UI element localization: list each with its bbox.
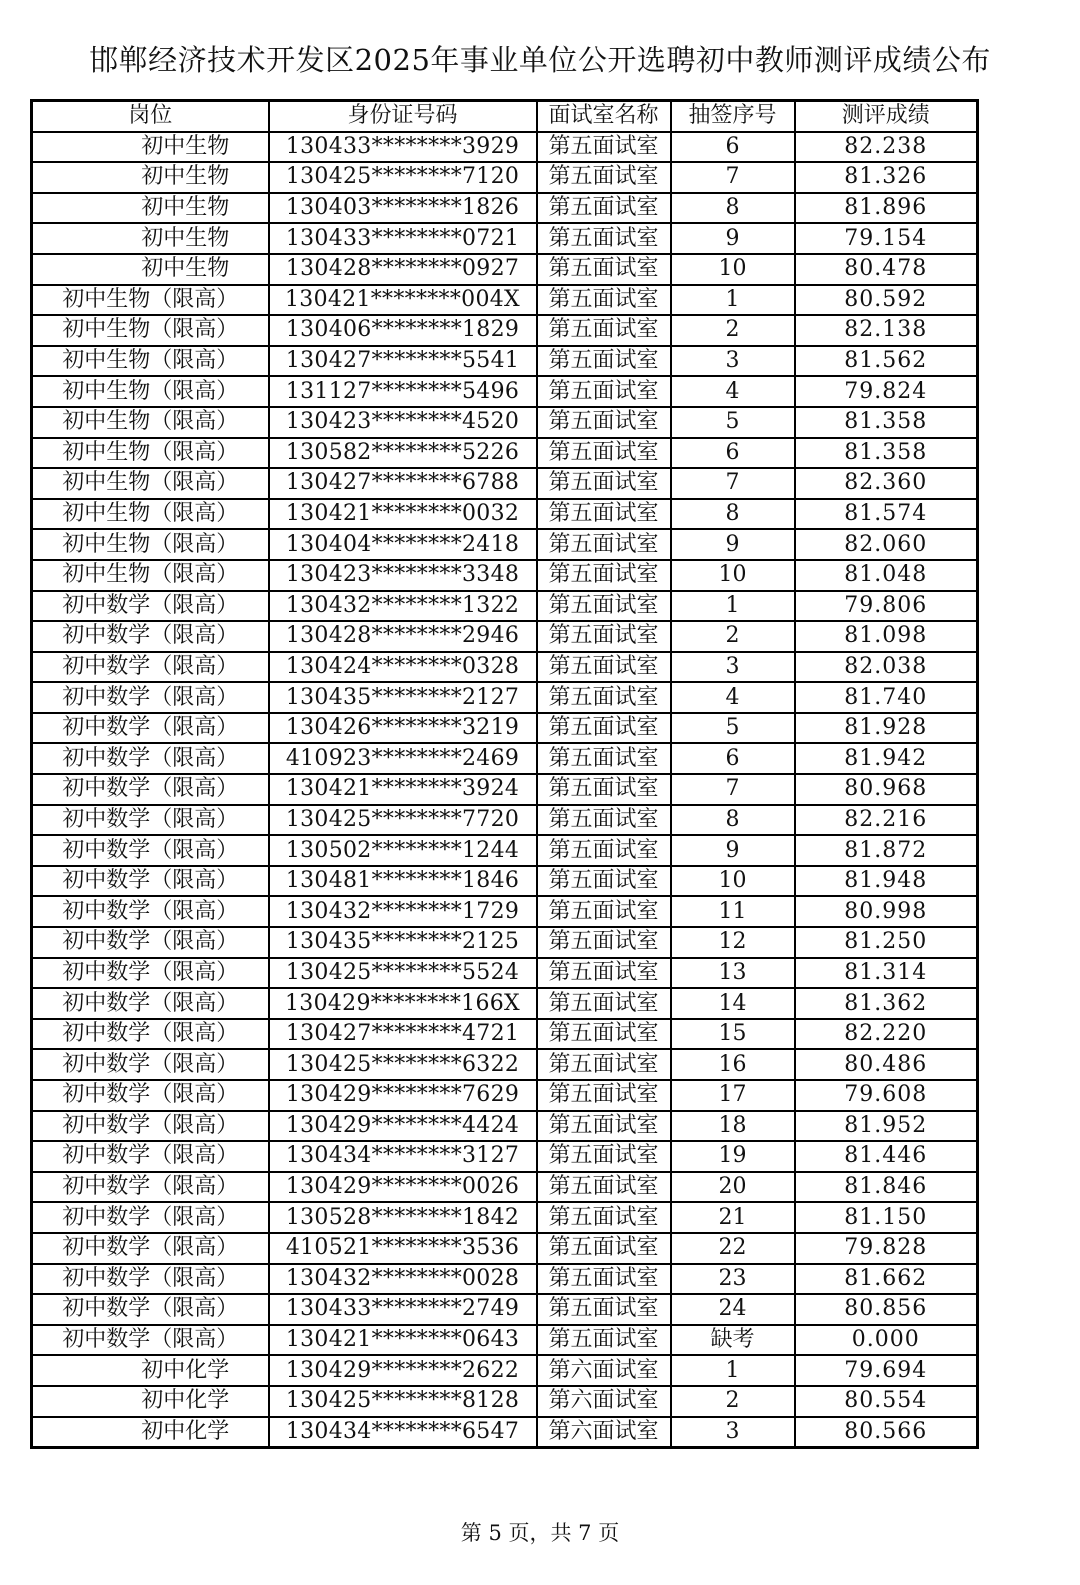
cell-id-number: 130433********0721: [269, 223, 537, 254]
cell-room: 第五面试室: [537, 529, 671, 560]
header-room: 面试室名称: [537, 101, 671, 132]
table-row: [32, 1264, 978, 1295]
cell-draw-number: 6: [671, 743, 795, 774]
cell-score: 81.928: [795, 713, 978, 744]
cell-post: 初中数学（限高）: [32, 927, 269, 958]
cell-room: 第五面试室: [537, 713, 671, 744]
cell-draw-number: 24: [671, 1294, 795, 1325]
cell-score: 81.150: [795, 1202, 978, 1233]
cell-draw-number: 2: [671, 621, 795, 652]
table-row: [32, 1202, 978, 1233]
cell-draw-number: 19: [671, 1141, 795, 1172]
cell-draw-number: 4: [671, 376, 795, 407]
cell-draw-number: 4: [671, 682, 795, 713]
cell-id-number: 130435********2127: [269, 682, 537, 713]
cell-draw-number: 1: [671, 1355, 795, 1386]
table-body: [32, 132, 978, 1448]
cell-id-number: 130425********7720: [269, 805, 537, 836]
cell-post: 初中数学（限高）: [32, 866, 269, 897]
cell-id-number: 130502********1244: [269, 835, 537, 866]
cell-score: 82.220: [795, 1019, 978, 1050]
cell-id-number: 130428********0927: [269, 254, 537, 285]
cell-post: 初中生物（限高）: [32, 560, 269, 591]
cell-draw-number: 2: [671, 1386, 795, 1417]
cell-room: 第五面试室: [537, 896, 671, 927]
cell-room: 第五面试室: [537, 1325, 671, 1356]
table-row: [32, 438, 978, 469]
cell-post: 初中数学（限高）: [32, 1325, 269, 1356]
cell-id-number: 130427********4721: [269, 1019, 537, 1050]
cell-id-number: 130421********0032: [269, 499, 537, 530]
table-row: [32, 315, 978, 346]
cell-room: 第六面试室: [537, 1417, 671, 1448]
cell-post: 初中生物（限高）: [32, 376, 269, 407]
cell-id-number: 130426********3219: [269, 713, 537, 744]
cell-room: 第五面试室: [537, 652, 671, 683]
cell-room: 第五面试室: [537, 560, 671, 591]
cell-room: 第五面试室: [537, 132, 671, 163]
table-row: [32, 743, 978, 774]
cell-id-number: 130406********1829: [269, 315, 537, 346]
cell-room: 第五面试室: [537, 1049, 671, 1080]
cell-draw-number: 16: [671, 1049, 795, 1080]
table-row: [32, 529, 978, 560]
cell-post: 初中数学（限高）: [32, 621, 269, 652]
cell-score: 81.942: [795, 743, 978, 774]
cell-draw-number: 8: [671, 193, 795, 224]
cell-room: 第五面试室: [537, 346, 671, 377]
table-row: [32, 346, 978, 377]
cell-id-number: 130403********1826: [269, 193, 537, 224]
cell-room: 第五面试室: [537, 805, 671, 836]
table-row: [32, 254, 978, 285]
cell-score: 81.098: [795, 621, 978, 652]
cell-id-number: 410521********3536: [269, 1233, 537, 1264]
cell-draw-number: 18: [671, 1111, 795, 1142]
cell-room: 第五面试室: [537, 591, 671, 622]
cell-score: 80.478: [795, 254, 978, 285]
table-row: [32, 774, 978, 805]
cell-room: 第五面试室: [537, 835, 671, 866]
cell-draw-number: 9: [671, 529, 795, 560]
cell-room: 第五面试室: [537, 1080, 671, 1111]
table-row: [32, 285, 978, 316]
table-row: [32, 1417, 978, 1448]
cell-id-number: 130421********0643: [269, 1325, 537, 1356]
cell-score: 82.038: [795, 652, 978, 683]
table-row: [32, 407, 978, 438]
cell-post: 初中数学（限高）: [32, 1019, 269, 1050]
cell-score: 81.740: [795, 682, 978, 713]
cell-id-number: 130432********1322: [269, 591, 537, 622]
cell-score: 79.824: [795, 376, 978, 407]
cell-score: 81.562: [795, 346, 978, 377]
cell-post: 初中数学（限高）: [32, 1049, 269, 1080]
cell-room: 第六面试室: [537, 1355, 671, 1386]
cell-draw-number: 5: [671, 713, 795, 744]
cell-score: 80.592: [795, 285, 978, 316]
table-row: [32, 927, 978, 958]
cell-post: 初中生物（限高）: [32, 499, 269, 530]
cell-post: 初中生物: [32, 132, 269, 163]
table-row: [32, 499, 978, 530]
cell-draw-number: 7: [671, 774, 795, 805]
cell-post: 初中化学: [32, 1386, 269, 1417]
cell-draw-number: 10: [671, 254, 795, 285]
cell-room: 第五面试室: [537, 1202, 671, 1233]
cell-post: 初中数学（限高）: [32, 805, 269, 836]
cell-draw-number: 23: [671, 1264, 795, 1295]
cell-draw-number: 7: [671, 162, 795, 193]
cell-room: 第五面试室: [537, 499, 671, 530]
cell-score: 79.608: [795, 1080, 978, 1111]
cell-score: 80.856: [795, 1294, 978, 1325]
cell-score: 81.326: [795, 162, 978, 193]
cell-id-number: 130432********0028: [269, 1264, 537, 1295]
cell-post: 初中数学（限高）: [32, 1294, 269, 1325]
cell-id-number: 130427********6788: [269, 468, 537, 499]
cell-score: 81.896: [795, 193, 978, 224]
cell-score: 80.486: [795, 1049, 978, 1080]
cell-room: 第五面试室: [537, 682, 671, 713]
cell-post: 初中数学（限高）: [32, 958, 269, 989]
table-row: [32, 805, 978, 836]
cell-post: 初中数学（限高）: [32, 652, 269, 683]
cell-post: 初中数学（限高）: [32, 682, 269, 713]
cell-post: 初中数学（限高）: [32, 988, 269, 1019]
cell-score: 80.554: [795, 1386, 978, 1417]
cell-post: 初中生物（限高）: [32, 468, 269, 499]
page-number: 第 5 页，共 7 页: [460, 1521, 620, 1545]
header-id-number: 身份证号码: [269, 101, 537, 132]
header-draw-number: 抽签序号: [671, 101, 795, 132]
cell-room: 第五面试室: [537, 407, 671, 438]
cell-id-number: 130429********166X: [269, 988, 537, 1019]
cell-room: 第五面试室: [537, 927, 671, 958]
cell-score: 79.806: [795, 591, 978, 622]
table-row: [32, 1355, 978, 1386]
table-row: [32, 896, 978, 927]
cell-post: 初中生物（限高）: [32, 315, 269, 346]
cell-score: 81.048: [795, 560, 978, 591]
cell-id-number: 130435********2125: [269, 927, 537, 958]
table-row: [32, 1386, 978, 1417]
cell-draw-number: 6: [671, 438, 795, 469]
table-row: [32, 468, 978, 499]
cell-post: 初中化学: [32, 1417, 269, 1448]
cell-room: 第五面试室: [537, 254, 671, 285]
table-row: [32, 1141, 978, 1172]
cell-draw-number: 21: [671, 1202, 795, 1233]
table-row: [32, 1233, 978, 1264]
cell-id-number: 130429********4424: [269, 1111, 537, 1142]
table-row: [32, 1080, 978, 1111]
table-header: [32, 101, 978, 132]
cell-score: 82.216: [795, 805, 978, 836]
cell-post: 初中数学（限高）: [32, 591, 269, 622]
cell-post: 初中生物（限高）: [32, 407, 269, 438]
table-row: [32, 1325, 978, 1356]
cell-draw-number: 7: [671, 468, 795, 499]
cell-room: 第五面试室: [537, 743, 671, 774]
cell-id-number: 130423********3348: [269, 560, 537, 591]
cell-room: 第五面试室: [537, 438, 671, 469]
cell-score: 81.358: [795, 407, 978, 438]
cell-draw-number: 10: [671, 560, 795, 591]
cell-id-number: 130428********2946: [269, 621, 537, 652]
cell-score: 81.446: [795, 1141, 978, 1172]
cell-post: 初中数学（限高）: [32, 896, 269, 927]
cell-score: 81.362: [795, 988, 978, 1019]
cell-score: 81.952: [795, 1111, 978, 1142]
cell-post: 初中生物（限高）: [32, 285, 269, 316]
cell-id-number: 130404********2418: [269, 529, 537, 560]
table-row: [32, 713, 978, 744]
cell-score: 81.662: [795, 1264, 978, 1295]
cell-draw-number: 20: [671, 1172, 795, 1203]
cell-draw-number: 8: [671, 499, 795, 530]
cell-room: 第五面试室: [537, 866, 671, 897]
cell-draw-number: 13: [671, 958, 795, 989]
cell-room: 第五面试室: [537, 1294, 671, 1325]
scores-table: [30, 99, 979, 1449]
cell-draw-number: 1: [671, 591, 795, 622]
table-row: [32, 560, 978, 591]
cell-score: 80.998: [795, 896, 978, 927]
cell-draw-number: 14: [671, 988, 795, 1019]
cell-post: 初中数学（限高）: [32, 1233, 269, 1264]
cell-draw-number: 缺考: [671, 1325, 795, 1356]
cell-id-number: 410923********2469: [269, 743, 537, 774]
cell-draw-number: 12: [671, 927, 795, 958]
cell-draw-number: 3: [671, 1417, 795, 1448]
cell-id-number: 130427********5541: [269, 346, 537, 377]
cell-room: 第五面试室: [537, 223, 671, 254]
cell-post: 初中生物（限高）: [32, 346, 269, 377]
cell-post: 初中数学（限高）: [32, 1111, 269, 1142]
table-row: [32, 223, 978, 254]
cell-id-number: 130528********1842: [269, 1202, 537, 1233]
cell-score: 81.314: [795, 958, 978, 989]
cell-id-number: 130425********6322: [269, 1049, 537, 1080]
table-row: [32, 376, 978, 407]
cell-score: 81.358: [795, 438, 978, 469]
cell-post: 初中数学（限高）: [32, 835, 269, 866]
cell-id-number: 130425********8128: [269, 1386, 537, 1417]
cell-id-number: 130421********3924: [269, 774, 537, 805]
cell-post: 初中数学（限高）: [32, 743, 269, 774]
cell-score: 81.948: [795, 866, 978, 897]
cell-id-number: 131127********5496: [269, 376, 537, 407]
cell-score: 82.138: [795, 315, 978, 346]
cell-id-number: 130582********5226: [269, 438, 537, 469]
cell-room: 第五面试室: [537, 162, 671, 193]
cell-room: 第五面试室: [537, 958, 671, 989]
table-row: [32, 591, 978, 622]
cell-draw-number: 10: [671, 866, 795, 897]
cell-id-number: 130433********3929: [269, 132, 537, 163]
cell-room: 第五面试室: [537, 1111, 671, 1142]
header-row: [32, 101, 978, 132]
cell-room: 第五面试室: [537, 376, 671, 407]
cell-id-number: 130429********0026: [269, 1172, 537, 1203]
cell-score: 82.360: [795, 468, 978, 499]
cell-id-number: 130429********2622: [269, 1355, 537, 1386]
cell-score: 79.828: [795, 1233, 978, 1264]
cell-room: 第五面试室: [537, 193, 671, 224]
cell-draw-number: 3: [671, 652, 795, 683]
cell-draw-number: 2: [671, 315, 795, 346]
table-row: [32, 835, 978, 866]
page-title: 邯郸经济技术开发区2025年事业单位公开选聘初中教师测评成绩公布: [89, 43, 991, 77]
cell-id-number: 130425********7120: [269, 162, 537, 193]
cell-room: 第五面试室: [537, 774, 671, 805]
cell-score: 80.968: [795, 774, 978, 805]
cell-room: 第五面试室: [537, 1264, 671, 1295]
cell-post: 初中数学（限高）: [32, 1172, 269, 1203]
cell-post: 初中数学（限高）: [32, 1080, 269, 1111]
cell-score: 81.250: [795, 927, 978, 958]
cell-post: 初中生物: [32, 162, 269, 193]
table-row: [32, 162, 978, 193]
cell-score: 81.872: [795, 835, 978, 866]
cell-draw-number: 1: [671, 285, 795, 316]
cell-draw-number: 17: [671, 1080, 795, 1111]
cell-score: 82.060: [795, 529, 978, 560]
cell-draw-number: 15: [671, 1019, 795, 1050]
table-row: [32, 652, 978, 683]
cell-score: 81.846: [795, 1172, 978, 1203]
cell-id-number: 130424********0328: [269, 652, 537, 683]
cell-score: 0.000: [795, 1325, 978, 1356]
cell-id-number: 130434********6547: [269, 1417, 537, 1448]
cell-score: 82.238: [795, 132, 978, 163]
cell-room: 第五面试室: [537, 988, 671, 1019]
cell-draw-number: 22: [671, 1233, 795, 1264]
header-post: 岗位: [32, 101, 269, 132]
table-row: [32, 132, 978, 163]
cell-score: 80.566: [795, 1417, 978, 1448]
table-row: [32, 1049, 978, 1080]
table-row: [32, 988, 978, 1019]
cell-draw-number: 5: [671, 407, 795, 438]
cell-room: 第五面试室: [537, 285, 671, 316]
cell-score: 79.694: [795, 1355, 978, 1386]
cell-room: 第五面试室: [537, 468, 671, 499]
cell-id-number: 130434********3127: [269, 1141, 537, 1172]
cell-room: 第五面试室: [537, 315, 671, 346]
cell-draw-number: 9: [671, 223, 795, 254]
cell-post: 初中生物（限高）: [32, 529, 269, 560]
cell-room: 第五面试室: [537, 1172, 671, 1203]
cell-id-number: 130432********1729: [269, 896, 537, 927]
table-row: [32, 193, 978, 224]
cell-score: 81.574: [795, 499, 978, 530]
cell-draw-number: 9: [671, 835, 795, 866]
cell-id-number: 130481********1846: [269, 866, 537, 897]
cell-post: 初中生物（限高）: [32, 438, 269, 469]
cell-post: 初中数学（限高）: [32, 1141, 269, 1172]
cell-room: 第六面试室: [537, 1386, 671, 1417]
table-row: [32, 1294, 978, 1325]
cell-draw-number: 3: [671, 346, 795, 377]
cell-post: 初中生物: [32, 223, 269, 254]
table-row: [32, 866, 978, 897]
table-row: [32, 682, 978, 713]
cell-room: 第五面试室: [537, 1141, 671, 1172]
cell-draw-number: 11: [671, 896, 795, 927]
cell-id-number: 130423********4520: [269, 407, 537, 438]
cell-room: 第五面试室: [537, 1019, 671, 1050]
table-row: [32, 1111, 978, 1142]
cell-draw-number: 8: [671, 805, 795, 836]
table-row: [32, 1019, 978, 1050]
cell-post: 初中数学（限高）: [32, 713, 269, 744]
cell-post: 初中数学（限高）: [32, 1202, 269, 1233]
cell-id-number: 130421********004X: [269, 285, 537, 316]
cell-room: 第五面试室: [537, 621, 671, 652]
cell-room: 第五面试室: [537, 1233, 671, 1264]
table-row: [32, 621, 978, 652]
table-row: [32, 1172, 978, 1203]
cell-post: 初中数学（限高）: [32, 774, 269, 805]
cell-post: 初中生物: [32, 254, 269, 285]
cell-id-number: 130429********7629: [269, 1080, 537, 1111]
cell-score: 79.154: [795, 223, 978, 254]
cell-id-number: 130433********2749: [269, 1294, 537, 1325]
table-row: [32, 958, 978, 989]
cell-post: 初中化学: [32, 1355, 269, 1386]
header-score: 测评成绩: [795, 101, 978, 132]
cell-id-number: 130425********5524: [269, 958, 537, 989]
cell-post: 初中数学（限高）: [32, 1264, 269, 1295]
cell-post: 初中生物: [32, 193, 269, 224]
cell-draw-number: 6: [671, 132, 795, 163]
